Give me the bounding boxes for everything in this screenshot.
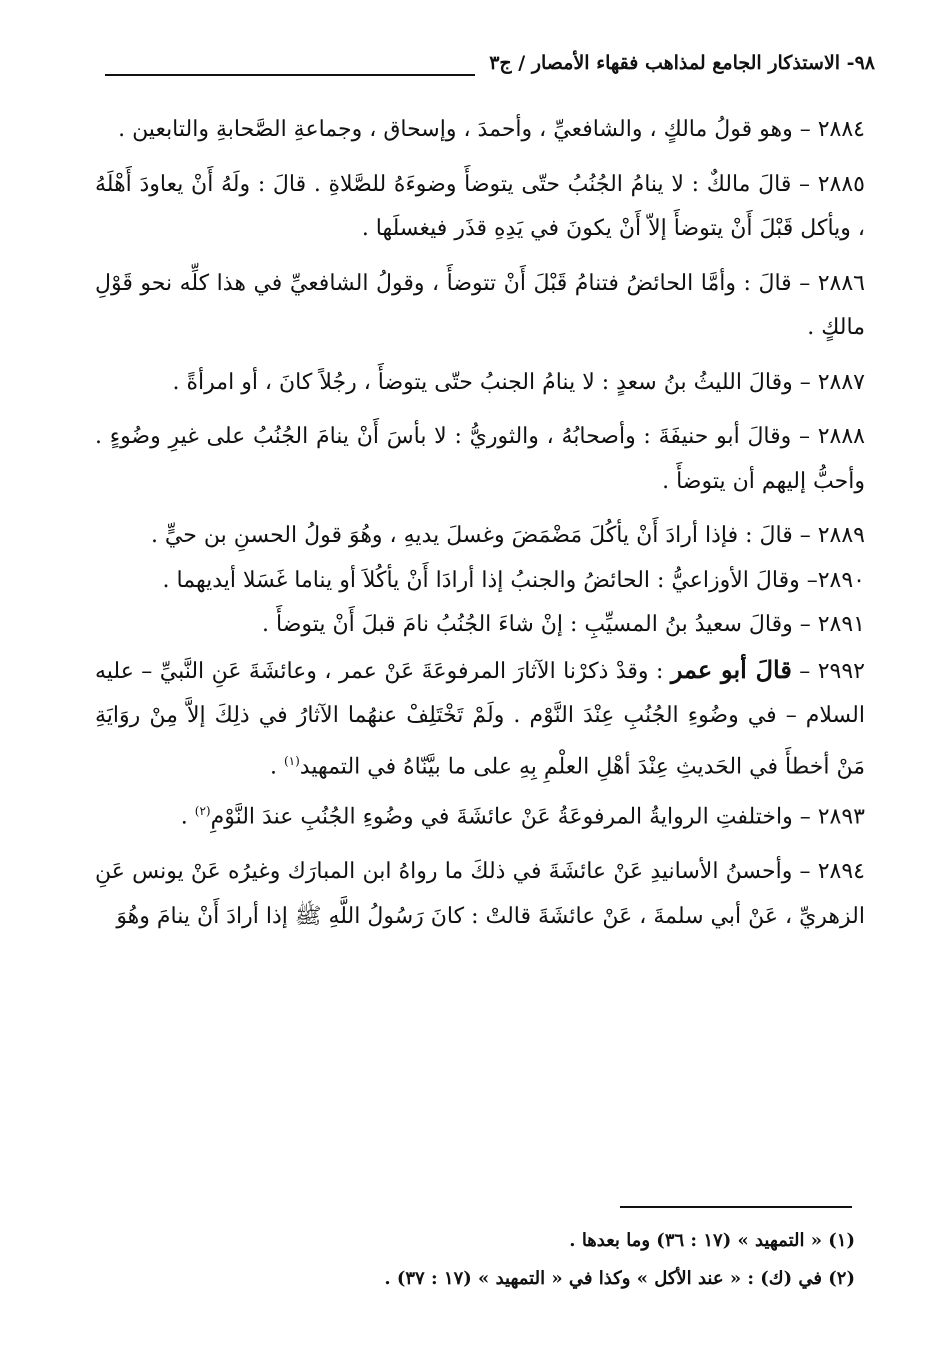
paragraph-text: – قالَ : فإذا أرادَ أَنْ يأكُلَ مَضْمَضَ وغسلَ يديهِ ، وهُوَ قولُ الحسنِ بن حيٍّ . [150,523,818,548]
paragraph-number: ٢٨٨٦ [817,270,865,296]
paragraph-number: ٢٨٨٥ [817,171,865,197]
paragraph-number: ٢٩٩٢ [817,658,865,684]
paragraph-2889 [95,514,865,559]
page-header [95,52,875,92]
paragraph-2888 [95,415,865,504]
paragraph-2992 [95,648,865,790]
paragraph-text: – وهو قولُ مالكٍ ، والشافعيِّ ، وأحمدَ ، وإسحاق ، وجماعةِ الصَّحابةِ والتابعين . [118,117,818,142]
paragraph-2885 [95,163,865,252]
paragraph-number: ٢٨٨٤ [817,117,865,142]
paragraph-end: . [180,804,195,830]
paragraph-number: ٢٨٩٠ [817,567,865,593]
footnote-ref-2[interactable]: (٢) [194,804,211,819]
paragraph-number: ٢٨٩٤ [817,859,865,885]
footnote-ref-1[interactable]: (١) [283,753,300,768]
body-text [95,108,865,939]
paragraph-number: ٢٨٨٨ [817,424,865,449]
footnotes [95,1222,855,1298]
paragraph-2891 [95,603,865,648]
paragraph-2890 [95,559,865,604]
paragraph-2886 [95,262,865,351]
footnote-rule [620,1206,852,1208]
paragraph-end: . [269,753,284,779]
paragraph-2887 [95,361,865,406]
paragraph-dash: – [791,658,818,684]
speaker-name: قالَ أبو عمر [670,654,792,684]
paragraph-text: – واختلفتِ الروايةُ المرفوعَةُ عَنْ عائشَةَ في وضُوءِ الجُنُبِ عندَ النَّوْمِ [210,804,818,830]
paragraph-number: ٢٨٨٩ [817,523,865,548]
paragraph-text: – وقالَ أبو حنيفَةَ : وأصحابُهُ ، والثوريُّ : لا بأسَ أَنْ ينامَ الجُنُبُ على غيرِ وضُوءٍ . وأحبُّ إليهم أن يتوضأَ . [95,424,865,494]
paragraph-number: ٢٨٩٣ [817,804,865,830]
paragraph-text: – وقالَ سعيدُ بنُ المسيِّبِ : إنْ شاءَ الجُنُبُ نامَ قبلَ أَنْ يتوضأَ . [262,612,818,637]
paragraph-text: – قالَ مالكٌ : لا ينامُ الجُنُبُ حتّى يتوضأَ وضوءَهُ للصَّلاةِ . قالَ : ولَهُ أَنْ يعاودَ أَهْلَهُ ، ويأكل قَبْلَ أَنْ يتوضأَ إلاّ أَنْ يكونَ في يَدِهِ قذَر فيغسلَها . [95,171,865,241]
paragraph-text: – وقالَ الأوزاعيُّ : الحائضُ والجنبُ إذا أرادَا أَنْ يأكُلاَ أو يناما غَسَلا أيديهما . [162,567,818,593]
paragraph-text: – وأحسنُ الأسانيدِ عَنْ عائشَةَ في ذلكَ ما رواهُ ابن المبارَك وغيرُه عَنْ يونس عَنِ الزهريِّ ، عَنْ أبي سلمةَ ، عَنْ عائشَةَ قالتْ : كانَ رَسُولُ اللَّهِ ﷺ إذا أرادَ أَنْ ينامَ وهُوَ [95,859,865,929]
paragraph-text: : وقدْ ذكرْنا الآثارَ المرفوعَةَ عَنْ عمر ، وعائشَةَ عَنِ النَّبيِّ – عليه السلام – في وضُوءِ الجُنُبِ عِنْدَ النَّوْم . ولَمْ تَخْتَلِفْ عنهُما الآثارُ في ذلِكَ إلاَّ مِنْ روَايَةِ مَنْ أخطأَ في الحَديثِ عِنْدَ أهْلِ العلْمِ بِهِ على ما بيَّنّاهُ في التمهيد [95,658,865,779]
paragraph-number: ٢٨٨٧ [817,369,865,395]
paragraph-2884 [95,108,865,153]
header-rule [105,74,475,76]
paragraph-text: – وقالَ الليثُ بنُ سعدٍ : لا ينامُ الجنبُ حتّى يتوضأَ ، رجُلاً كانَ ، أو امرأةً . [172,369,818,395]
footnote-2: (٢) في (ك) : « عند الأكل » وكذا في « التمهيد » (١٧ : ٣٧) . [384,1268,855,1289]
paragraph-2893 [95,789,865,840]
running-head: ٩٨- الاستذكار الجامع لمذاهب فقهاء الأمصار / ج٣ [489,52,875,74]
paragraph-2894 [95,850,865,939]
paragraph-number: ٢٨٩١ [817,612,865,637]
paragraph-text: – قالَ : وأمَّا الحائضُ فتنامُ قَبْلَ أَنْ تتوضأَ ، وقولُ الشافعيِّ في هذا كلِّه نحو قَوْلِ مالكٍ . [95,270,865,340]
footnote-1: (١) « التمهيد » (١٧ : ٣٦) وما بعدها . [569,1230,855,1251]
